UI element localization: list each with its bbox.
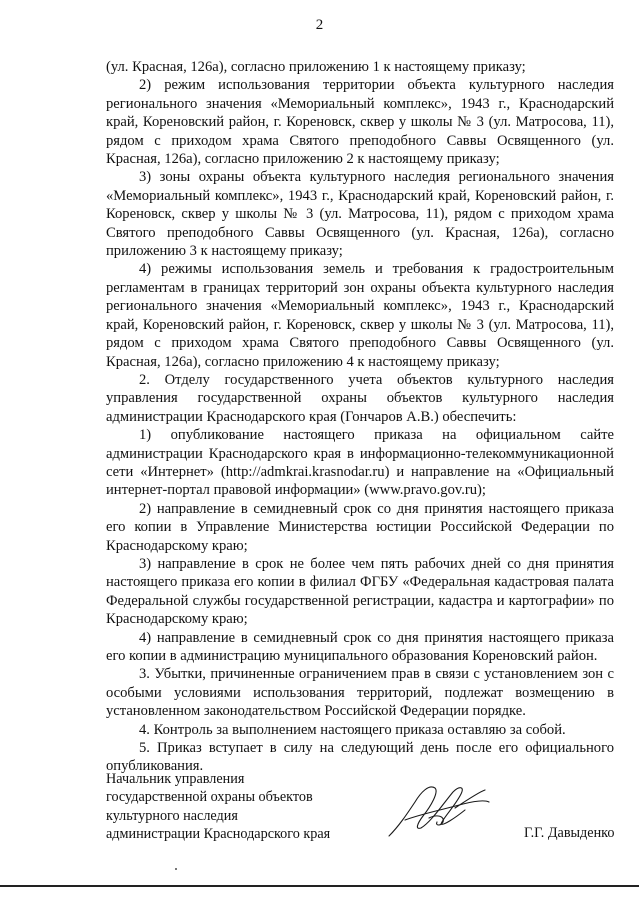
handwritten-signature bbox=[385, 780, 495, 840]
signatory-title-line: культурного наследия bbox=[106, 807, 238, 824]
signatory-title-line: государственной охраны объектов bbox=[106, 789, 313, 806]
paragraph-section-2: 2. Отделу государственного учета объектов культурного наследия управления государственной охраны объектов культурного наследия администрации Краснодарского края (Гончаров А.В.) обеспечить: bbox=[106, 371, 614, 425]
paragraph-subitem-4-municipality: 4) направление в семидневный срок со дня принятия настоящего приказа его копии в администрацию муниципального образования Кореновский район. bbox=[106, 629, 614, 664]
paragraph-subitem-3-cadastral: 3) направление в срок не более чем пять рабочих дней со дня принятия настоящего приказа его копии в филиал ФГБУ «Федеральная кадастровая палата Федеральной службы государственной регистрации, кадастра и картографии» по Краснодарскому краю; bbox=[106, 555, 614, 628]
signatory-title-line: Начальник управления bbox=[106, 771, 245, 787]
signatory-title-line: администрации Краснодарского края bbox=[106, 826, 331, 843]
paragraph-section-3: 3. Убытки, причиненные ограничением прав в связи с установлением зон с особыми условиями использования территорий, подлежат возмещению в установленном законодательством Российской Федерации порядке. bbox=[106, 666, 614, 720]
paragraph-continuation: (ул. Красная, 126а), согласно приложению 1 к настоящему приказу; bbox=[106, 59, 526, 75]
paragraph-subitem-1-publication: 1) опубликование настоящего приказа на официальном сайте администрации Краснодарского края в информационно-телекоммуникационной сети «Интернет» (http://admkrai.krasnodar.ru) и направление на «Официальный интернет-портал правовой информации» (www.pravo.gov.ru); bbox=[106, 427, 614, 499]
paragraph-item-3-protection-zones: 3) зоны охраны объекта культурного наследия регионального значения «Мемориальный комплекс», 1943 г., Краснодарский край, Кореновский район, г. Кореновск, сквер у школы № 3 (ул. Матросова, 11), рядом с приходом храма Святого преподобного Саввы Освященного (ул. Красная, 126а), согласно приложению 3 к настоящему приказу; bbox=[106, 169, 614, 260]
scan-artifact bbox=[175, 868, 177, 870]
paragraph-item-2-territory-regime: 2) режим использования территории объекта культурного наследия регионального значения «Мемориальный комплекс», 1943 г., Краснодарский край, Кореновский район, г. Кореновск, сквер у школы № 3 (ул. Матросова, 11), рядом с приходом храма Святого преподобного Саввы Освященного (ул. Красная, 126а), согласно приложению 2 к настоящему приказу; bbox=[106, 77, 614, 168]
document-body bbox=[106, 58, 614, 776]
signatory-title bbox=[106, 770, 330, 844]
paragraph-item-4-land-use-regimes: 4) режимы использования земель и требования к градостроительным регламентам в границах территорий зон охраны объекта культурного наследия регионального значения «Мемориальный комплекс», 1943 г., Краснодарский край, Кореновский район, г. Кореновск, сквер у школы № 3 (ул. Матросова, 11), рядом с приходом храма Святого преподобного Саввы Освященного (ул. Красная, 126а), согласно приложению 4 к настоящему приказу; bbox=[106, 261, 614, 370]
page-number: 2 bbox=[315, 17, 324, 33]
signer-name: Г.Г. Давыденко bbox=[524, 825, 615, 841]
paragraph-section-5: 5. Приказ вступает в силу на следующий день после его официального опубликования. bbox=[106, 740, 614, 775]
page-bottom-border bbox=[0, 885, 639, 887]
paragraph-section-4: 4. Контроль за выполнением настоящего приказа оставляю за собой. bbox=[139, 721, 566, 738]
paragraph-subitem-2-ministry-justice: 2) направление в семидневный срок со дня принятия настоящего приказа его копии в Управление Министерства юстиции Российской Федерации по Краснодарскому краю; bbox=[106, 500, 614, 554]
